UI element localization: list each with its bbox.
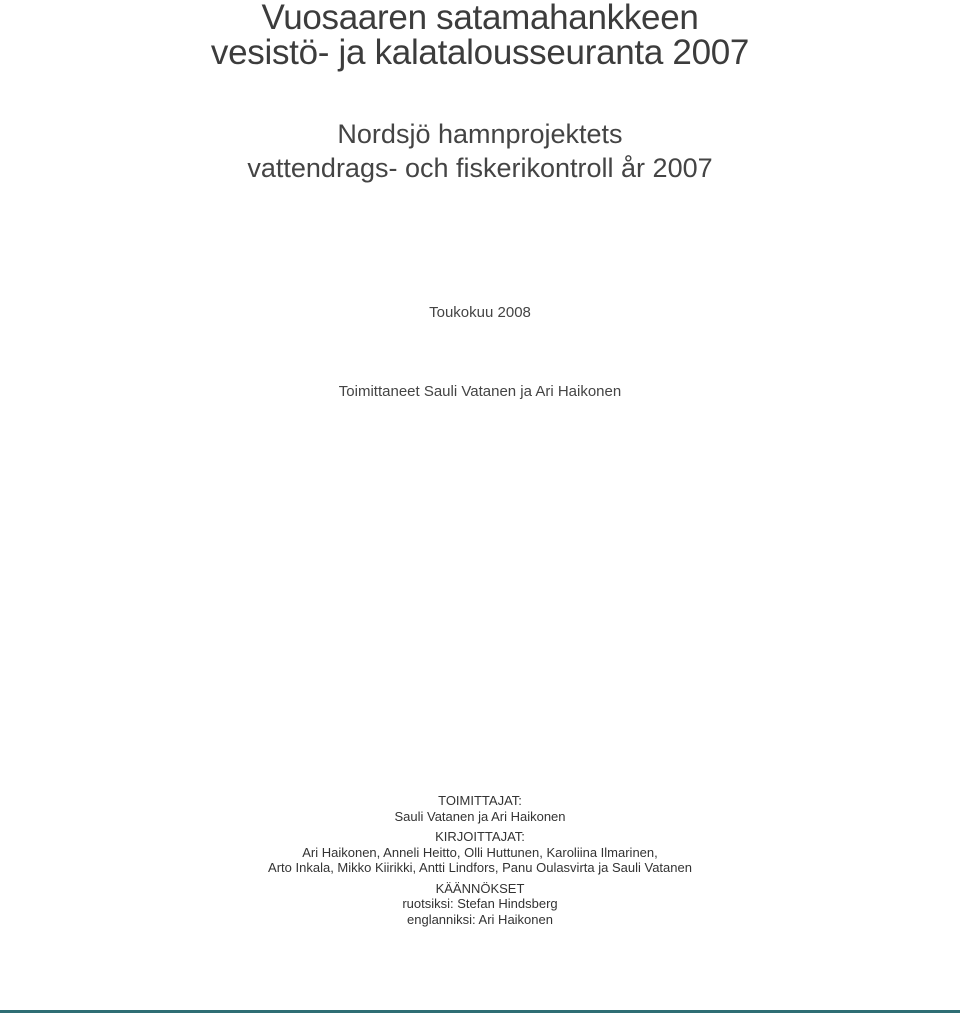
swedish-subtitle bbox=[0, 117, 960, 185]
translation-swedish: ruotsiksi: Stefan Hindsberg bbox=[402, 896, 558, 911]
main-title bbox=[0, 0, 960, 70]
authors-heading: KIRJOITTAJAT: bbox=[435, 829, 525, 844]
authors-line-1: Ari Haikonen, Anneli Heitto, Olli Huttunen, Karoliina Ilmarinen, bbox=[302, 844, 658, 860]
editors-heading: TOIMITTAJAT: bbox=[438, 793, 522, 808]
main-title-line-2: vesistö- ja kalatalousseuranta 2007 bbox=[210, 33, 750, 72]
subtitle-line-1: Nordsjö hamnprojektets bbox=[337, 119, 623, 149]
editors-names: Sauli Vatanen ja Ari Haikonen bbox=[394, 808, 566, 824]
publication-date: Toukokuu 2008 bbox=[429, 304, 531, 321]
translations-heading: KÄÄNNÖKSET bbox=[435, 880, 525, 896]
credits-block bbox=[0, 793, 960, 927]
authors-line-2: Arto Inkala, Mikko Kiirikki, Antti Lindfors, Panu Oulasvirta ja Sauli Vatanen bbox=[268, 860, 692, 875]
subtitle-line-2: vattendrags- och fiskerikontroll år 2007 bbox=[247, 153, 713, 183]
editors-statement: Toimittaneet Sauli Vatanen ja Ari Haikonen bbox=[338, 383, 622, 400]
translation-english: englanniksi: Ari Haikonen bbox=[407, 911, 553, 927]
main-title-line-1: Vuosaaren satamahankkeen bbox=[261, 0, 699, 37]
